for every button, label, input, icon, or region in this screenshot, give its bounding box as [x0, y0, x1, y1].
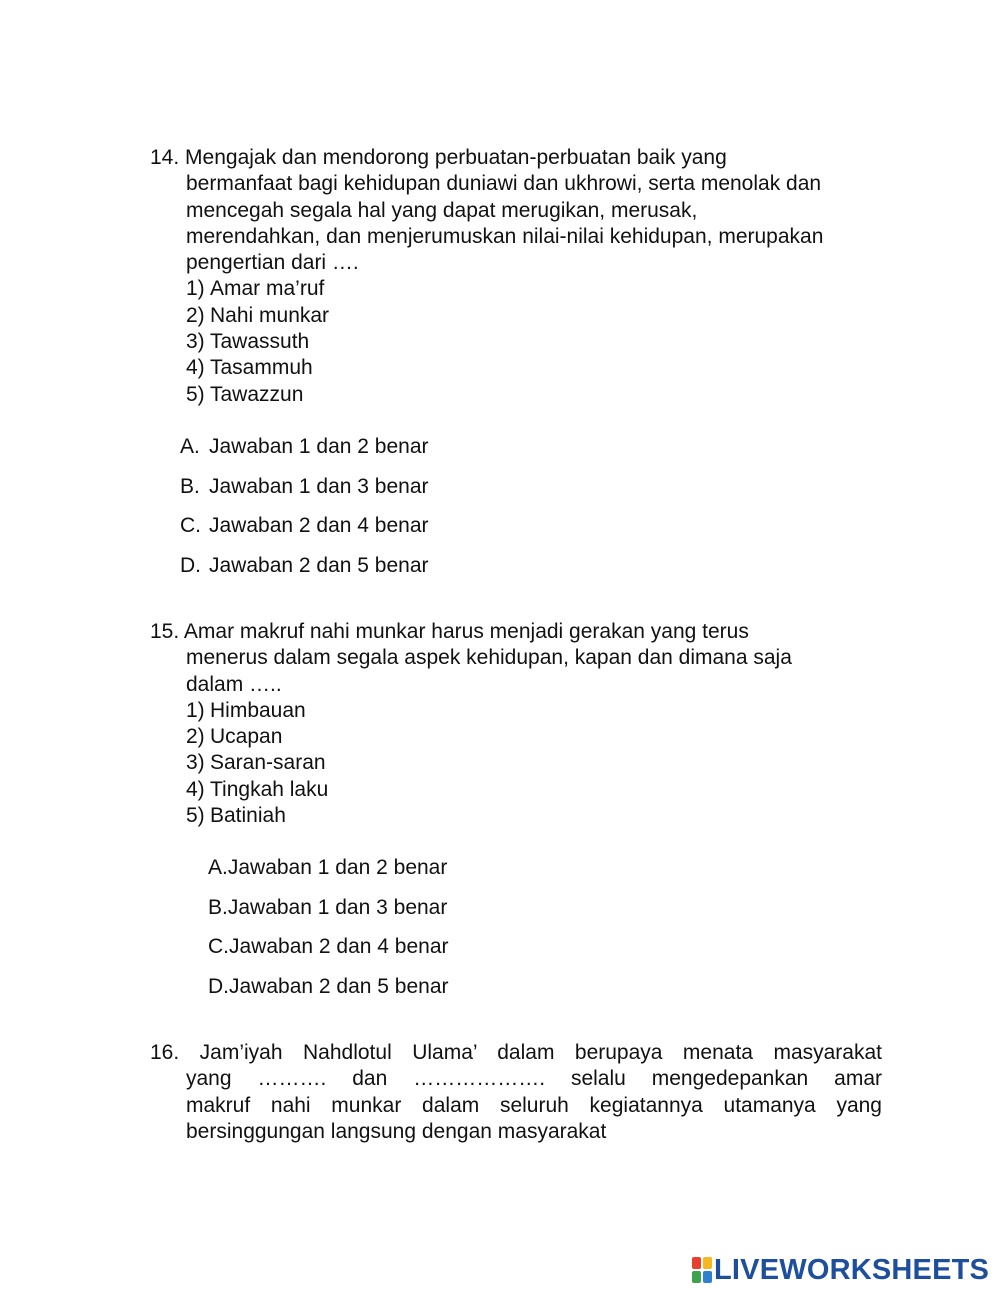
question-15-options: [208, 856, 449, 1014]
logo-tile: [692, 1257, 701, 1269]
question-14-line: merendahkan, dan menjerumuskan nilai-nilai kehidupan, merupakan: [186, 224, 824, 248]
logo-tile: [703, 1271, 712, 1283]
answer-option-c[interactable]: C. Jawaban 2 dan 4 benar: [208, 935, 449, 958]
logo-tile: [703, 1257, 712, 1269]
question-16-line: makruf nahi munkar dalam seluruh kegiatannya utamanya yang: [186, 1093, 882, 1117]
question-14-options: [180, 435, 429, 593]
question-15-line: dalam …..: [186, 672, 282, 696]
answer-option-d[interactable]: D. Jawaban 2 dan 5 benar: [180, 553, 429, 577]
question-16-line: bersinggungan langsung dengan masyarakat: [186, 1119, 607, 1143]
question-14-line: mencegah segala hal yang dapat merugikan, merusak,: [186, 198, 698, 222]
statement-item: 3) Tawassuth: [186, 330, 310, 354]
statement-item: 2) Ucapan: [186, 725, 283, 749]
question-14-first-line: 14. Mengajak dan mendorong perbuatan-perbuatan baik yang: [150, 146, 727, 169]
answer-option-b[interactable]: B. Jawaban 1 dan 3 benar: [180, 474, 429, 498]
answer-option-a[interactable]: A. Jawaban 1 dan 2 benar: [180, 435, 429, 458]
statement-item: 1) Himbauan: [186, 698, 306, 722]
liveworksheets-logo-icon: [692, 1257, 712, 1283]
question-number: 16.: [150, 1041, 180, 1064]
statement-item: 3) Saran-saran: [186, 751, 326, 775]
question-15-first-line: 15. Amar makruf nahi munkar harus menjadi gerakan yang terus: [150, 620, 749, 643]
question-15: [150, 619, 885, 829]
question-14-statement-list: [150, 276, 885, 407]
question-number: 15.: [150, 620, 180, 643]
answer-option-d[interactable]: D. Jawaban 2 dan 5 benar: [208, 974, 449, 998]
question-15-line: menerus dalam segala aspek kehidupan, kapan dan dimana saja: [186, 646, 792, 670]
question-16: [150, 1040, 882, 1145]
answer-option-b[interactable]: B. Jawaban 1 dan 3 benar: [208, 895, 448, 919]
statement-item: 4) Tasammuh: [186, 356, 313, 380]
question-16-first-line: 16. Jam’iyah Nahdlotul Ulama’ dalam berupaya menata masyarakat: [150, 1041, 882, 1064]
question-14: [150, 145, 885, 408]
statement-item: 5) Batiniah: [186, 804, 286, 828]
statement-item: 5) Tawazzun: [186, 382, 304, 406]
statement-item: 1) Amar ma’ruf: [186, 277, 325, 301]
statement-item: 2) Nahi munkar: [186, 303, 330, 327]
answer-option-a[interactable]: A. Jawaban 1 dan 2 benar: [208, 856, 448, 879]
answer-option-c[interactable]: C. Jawaban 2 dan 4 benar: [180, 514, 429, 537]
logo-tile: [692, 1271, 701, 1283]
question-15-statement-list: [150, 698, 885, 829]
question-14-line: pengertian dari ….: [186, 251, 359, 275]
statement-item: 4) Tingkah laku: [186, 777, 329, 801]
liveworksheets-logo: [692, 1256, 989, 1284]
question-14-line: bermanfaat bagi kehidupan duniawi dan ukhrowi, serta menolak dan: [186, 172, 822, 196]
logo-text: LIVEWORKSHEETS: [714, 1254, 990, 1286]
question-16-line: yang ………. dan ………………. selalu mengedepankan amar: [186, 1067, 882, 1091]
question-number: 14.: [150, 146, 180, 169]
